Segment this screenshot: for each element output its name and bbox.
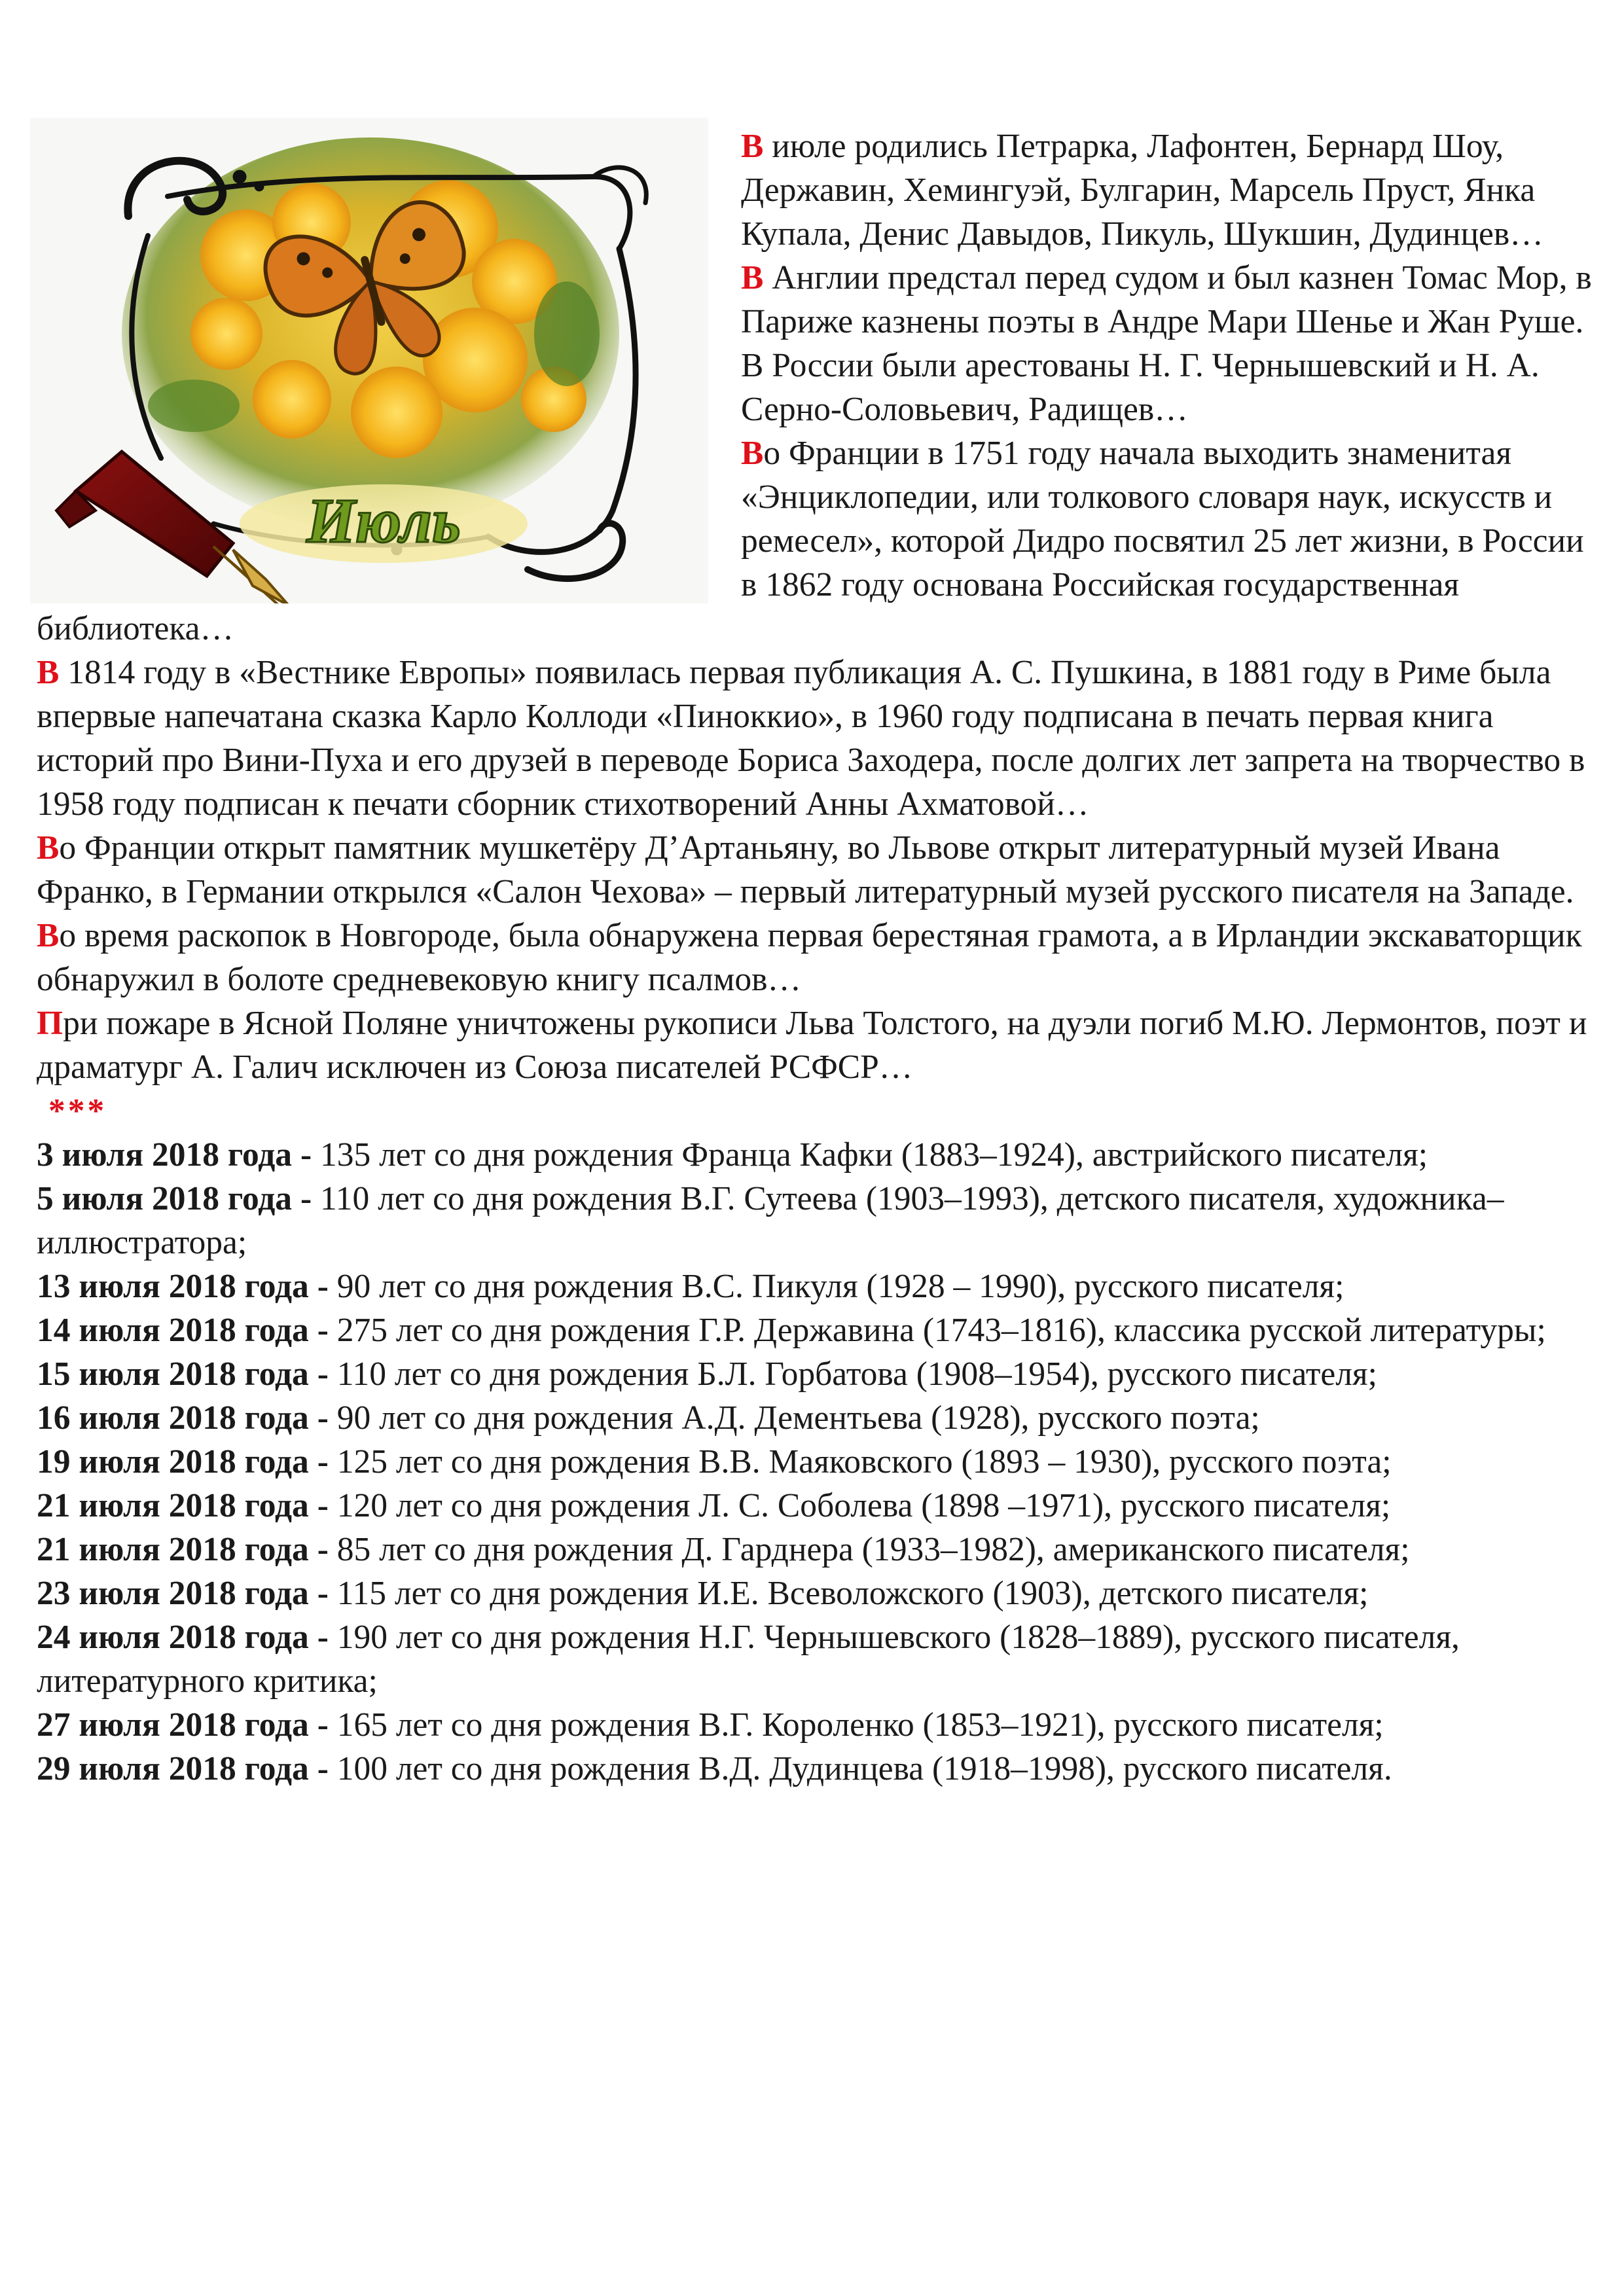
entry-date: 16 июля 2018 года bbox=[37, 1399, 309, 1437]
drop-letter: В bbox=[37, 917, 60, 954]
drop-letter: В bbox=[37, 829, 60, 867]
paragraph-text: ри пожаре в Ясной Поляне уничтожены рукописи Льва Толстого, на дуэли погиб М.Ю. Лермонтов, поэт и драматург А. Галич исключен из Союза писателей РСФСР… bbox=[37, 1005, 1587, 1086]
entry-text: 110 лет со дня рождения В.Г. Сутеева (1903–1993), детского писателя, художника– иллюстратора; bbox=[37, 1180, 1504, 1261]
entry-text: 190 лет со дня рождения Н.Г. Чернышевского (1828–1889), русского писателя, литературного критика; bbox=[37, 1619, 1460, 1700]
entry-date: 15 июля 2018 года bbox=[37, 1355, 309, 1393]
entry-date: 21 июля 2018 года bbox=[37, 1487, 309, 1524]
entry-date: 23 июля 2018 года bbox=[37, 1575, 309, 1612]
anniversary-entry: 19 июля 2018 года - 125 лет со дня рождения В.В. Маяковского (1893 – 1930), русского поэта; bbox=[37, 1443, 1392, 1480]
intro-paragraph-7 bbox=[37, 1001, 1595, 1089]
entry-text: 135 лет со дня рождения Франца Кафки (1883–1924), австрийского писателя; bbox=[319, 1136, 1428, 1174]
paragraph-text: о время раскопок в Новгороде, была обнаружена первая берестяная грамота, а в Ирландии экскаваторщик обнаружил в болоте средневековую книгу псалмов… bbox=[37, 917, 1582, 998]
entry-date: 21 июля 2018 года bbox=[37, 1531, 309, 1568]
anniversary-entry: 13 июля 2018 года - 90 лет со дня рождения В.С. Пикуля (1928 – 1990), русского писателя; bbox=[37, 1268, 1344, 1305]
entry-date: 14 июля 2018 года bbox=[37, 1312, 309, 1349]
anniversary-entry: 23 июля 2018 года - 115 лет со дня рождения И.Е. Всеволожского (1903), детского писателя; bbox=[37, 1575, 1369, 1612]
entry-text: 115 лет со дня рождения И.Е. Всеволожского (1903), детского писателя; bbox=[336, 1575, 1369, 1612]
drop-letter: В bbox=[37, 654, 60, 691]
entry-date: 13 июля 2018 года bbox=[37, 1268, 309, 1305]
anniversary-entry: 3 июля 2018 года - 135 лет со дня рождения Франца Кафки (1883–1924), австрийского писателя; bbox=[37, 1136, 1428, 1174]
illustration-caption: Июль bbox=[306, 486, 461, 556]
anniversary-entry: 14 июля 2018 года - 275 лет со дня рождения Г.Р. Державина (1743–1816), классика русской литературы; bbox=[37, 1312, 1546, 1349]
document-body bbox=[37, 124, 1595, 1791]
entry-text: 90 лет со дня рождения А.Д. Дементьева (1928), русского поэта; bbox=[336, 1399, 1260, 1437]
entry-text: 110 лет со дня рождения Б.Л. Горбатова (1908–1954), русского писателя; bbox=[336, 1355, 1377, 1393]
july-illustration bbox=[30, 118, 708, 603]
entry-date: 5 июля 2018 года bbox=[37, 1180, 293, 1217]
anniversary-entry: 24 июля 2018 года - 190 лет со дня рождения Н.Г. Чернышевского (1828–1889), русского писателя, литературного критика; bbox=[37, 1619, 1460, 1700]
section-separator: *** bbox=[48, 1092, 107, 1130]
anniversary-entry: 16 июля 2018 года - 90 лет со дня рождения А.Д. Дементьева (1928), русского поэта; bbox=[37, 1399, 1260, 1437]
anniversary-entry: 21 июля 2018 года - 85 лет со дня рождения Д. Гарднера (1933–1982), американского писателя; bbox=[37, 1531, 1410, 1568]
entry-text: 85 лет со дня рождения Д. Гарднера (1933–1982), американского писателя; bbox=[336, 1531, 1410, 1568]
illustration-art bbox=[30, 118, 708, 603]
entry-text: 165 лет со дня рождения В.Г. Короленко (1853–1921), русского писателя; bbox=[336, 1706, 1384, 1744]
anniversary-entry: 15 июля 2018 года - 110 лет со дня рождения Б.Л. Горбатова (1908–1954), русского писателя; bbox=[37, 1355, 1377, 1393]
drop-letter: В bbox=[741, 128, 764, 165]
entry-text: 125 лет со дня рождения В.В. Маяковского (1893 – 1930), русского поэта; bbox=[336, 1443, 1392, 1480]
entry-text: 90 лет со дня рождения В.С. Пикуля (1928 – 1990), русского писателя; bbox=[336, 1268, 1344, 1305]
entry-text: 275 лет со дня рождения Г.Р. Державина (1743–1816), классика русской литературы; bbox=[336, 1312, 1546, 1349]
anniversary-entry: 21 июля 2018 года - 120 лет со дня рождения Л. С. Соболева (1898 –1971), русского писателя; bbox=[37, 1487, 1391, 1524]
entry-date: 19 июля 2018 года bbox=[37, 1443, 309, 1480]
entry-date: 3 июля 2018 года bbox=[37, 1136, 293, 1174]
caption-plaque bbox=[240, 484, 528, 563]
entry-text: 120 лет со дня рождения Л. С. Соболева (1898 –1971), русского писателя; bbox=[336, 1487, 1391, 1524]
paragraph-text: 1814 году в «Вестнике Европы» появилась первая публикация А. С. Пушкина, в 1881 году в Риме была впервые напечатана сказка Карло Коллоди «Пиноккио», в 1960 году подписана в печать первая книга историй про Вини-Пуха и его друзей в переводе Бориса Заходера, после долгих лет запрета на творчество в 1958 году подписан к печати сборник стихотворений Анны Ахматовой… bbox=[37, 654, 1585, 823]
anniversary-list bbox=[37, 1133, 1595, 1791]
entry-date: 27 июля 2018 года bbox=[37, 1706, 309, 1744]
drop-letter: В bbox=[741, 435, 764, 472]
anniversary-entry: 27 июля 2018 года - 165 лет со дня рождения В.Г. Короленко (1853–1921), русского писателя; bbox=[37, 1706, 1384, 1744]
entry-text: 100 лет со дня рождения В.Д. Дудинцева (1918–1998), русского писателя. bbox=[336, 1750, 1392, 1787]
paragraph-text: о Франции открыт памятник мушкетёру Д’Артаньяну, во Львове открыт литературный музей Ивана Франко, в Германии открылся «Салон Чехова» – первый литературный музей русского писателя на Западе. bbox=[37, 829, 1574, 910]
entry-date: 24 июля 2018 года bbox=[37, 1619, 309, 1656]
intro-paragraph-4 bbox=[37, 651, 1595, 826]
drop-letter: В bbox=[741, 259, 764, 296]
entry-date: 29 июля 2018 года bbox=[37, 1750, 309, 1787]
paragraph-text: июле родились Петрарка, Лафонтен, Бернард Шоу, Державин, Хемингуэй, Булгарин, Марсель Пруст, Янка Купала, Денис Давыдов, Пикуль, Шукшин, Дудинцев… bbox=[741, 128, 1543, 253]
drop-letter: П bbox=[37, 1005, 63, 1042]
intro-paragraph-5 bbox=[37, 826, 1595, 914]
intro-paragraph-6 bbox=[37, 914, 1595, 1001]
paragraph-text: Англии предстал перед судом и был казнен Томас Мор, в Париже казнены поэты в Андре Мари Шенье и Жан Руше. В России были арестованы Н. Г. Чернышевский и Н. А. Серно-Соловьевич, Радищев… bbox=[741, 259, 1592, 428]
paragraph-text: о Франции в 1751 году начала выходить знаменитая «Энциклопедии, или толкового словаря наук, искусств и ремесел», которой Дидро посвятил 25 лет жизни, в России в 1862 году основана Российская государственная библиотека… bbox=[37, 435, 1584, 647]
anniversary-entry: 5 июля 2018 года - 110 лет со дня рождения В.Г. Сутеева (1903–1993), детского писателя, художника– иллюстратора; bbox=[37, 1180, 1504, 1261]
anniversary-entry: 29 июля 2018 года - 100 лет со дня рождения В.Д. Дудинцева (1918–1998), русского писателя. bbox=[37, 1750, 1392, 1787]
